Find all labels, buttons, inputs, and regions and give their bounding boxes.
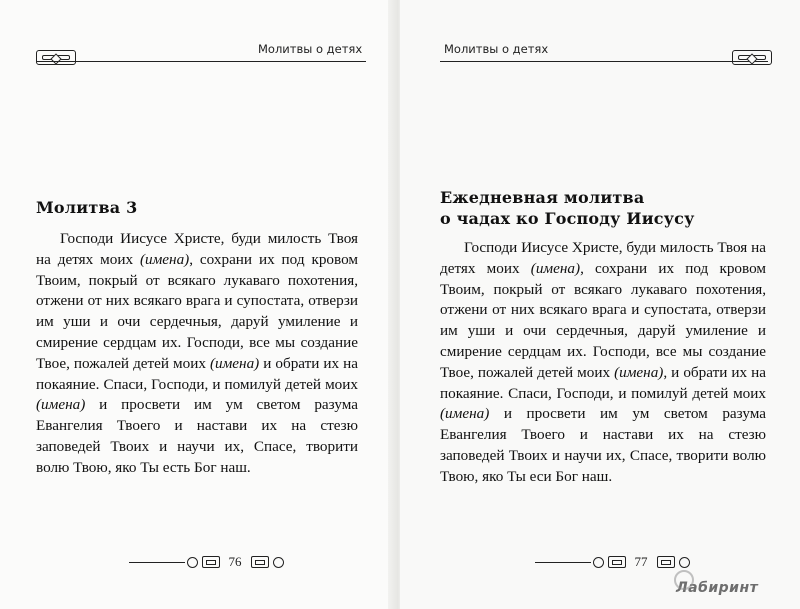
left-page-heading: Молитва 3 <box>36 198 138 217</box>
footer-ornament-icon <box>202 556 220 568</box>
left-page-footer <box>112 553 302 571</box>
footer-ornament-icon <box>679 557 690 568</box>
left-running-head: Молитвы о детях <box>258 42 363 56</box>
left-header-rule <box>36 61 366 62</box>
footer-rule-left <box>129 562 185 563</box>
right-page-number: 77 <box>634 554 648 569</box>
right-header-rule <box>440 61 768 62</box>
footer-ornament-icon <box>608 556 626 568</box>
right-page-footer <box>518 553 708 571</box>
left-page-body: Господи Иисусе Христе, буди милость Твоя на детях моих (имена), сохрани их под кровом Твоим, покрый от всякаго лукаваго похотения, отжени от них всякаго врага и супостата, отверзи им уши и очи сердечныя, даруй умиление и смирение сердцам их. Господи, все мы создание Твое, пожалей детей моих (имена) и обрати их на покаяние. Спаси, Господи, и помилуй детей моих (имена) и просвети им ум светом разума Евангелия Твоего и настави их на стезю заповедей Твоих и научи их, Спасе, творити волю Твою, яко Ты есть Бог наш. <box>36 230 359 476</box>
watermark-logo: Лабиринт <box>676 580 759 596</box>
right-page-heading <box>440 187 695 229</box>
placeholder-names: (имена) <box>209 354 260 372</box>
right-heading-line-1: Ежедневная молитва <box>440 188 645 207</box>
placeholder-names: (имена) <box>139 250 190 268</box>
footer-ornament-icon <box>187 557 198 568</box>
placeholder-names: (имена) <box>614 363 664 381</box>
placeholder-names: (имена) <box>36 396 86 414</box>
placeholder-names: (имена) <box>440 405 490 423</box>
right-heading-line-2: о чадах ко Господу Иисусу <box>440 209 695 228</box>
left-page-number: 76 <box>228 554 242 569</box>
header-ornament-icon <box>732 50 772 65</box>
placeholder-names: (имена) <box>530 259 581 277</box>
footer-ornament-icon <box>657 556 675 568</box>
footer-ornament-icon <box>593 557 604 568</box>
footer-ornament-icon <box>251 556 269 568</box>
right-page-body: Господи Иисусе Христе, буди милость Твоя на детях моих (имена), сохрани их под кровом Твоим, покрый от всякаго лукаваго похотения, отжени от них всякаго врага и супостата, отверзи им уши и очи сердечныя, даруй умиление и смирение сердцам их. Господи, все мы создание Твое, пожалей детей моих (имена), и обрати их на покаяние. Спаси, Господи, и помилуй детей моих (имена) и просвети им ум светом разума Евангелия Твоего и настави их на стезю заповедей Твоих и научи их, Спасе, творити волю Твою, яко Ты еси Бог наш. <box>440 239 767 485</box>
footer-rule-left <box>535 562 591 563</box>
footer-ornament-icon <box>273 557 284 568</box>
right-running-head: Молитвы о детях <box>444 42 549 56</box>
header-ornament-icon <box>36 50 76 65</box>
